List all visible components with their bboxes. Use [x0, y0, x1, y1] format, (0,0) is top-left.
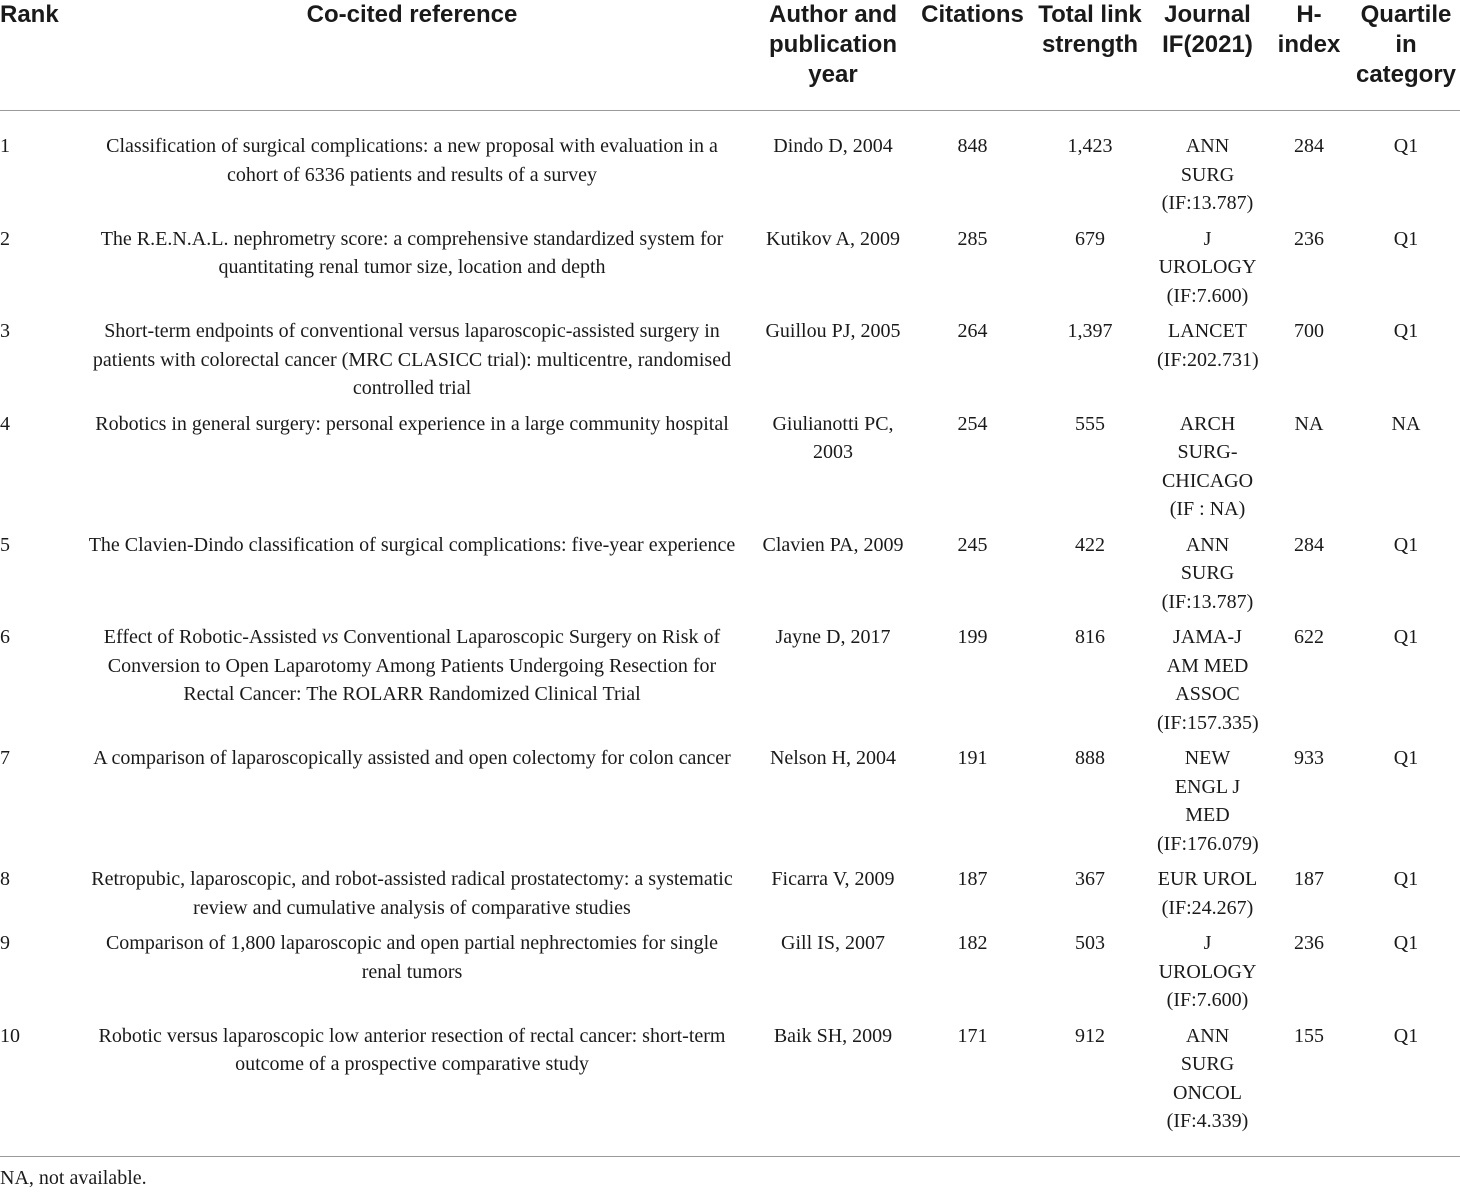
link-strength-cell: 1,423 [1067, 135, 1113, 157]
table-row [0, 111, 1460, 223]
link-strength-cell: 422 [1075, 533, 1105, 556]
table-row [0, 742, 1460, 863]
citations-cell: 285 [957, 227, 988, 250]
h-index-cell: 284 [1294, 135, 1324, 157]
footnote: NA, not available. [0, 1156, 1460, 1191]
link-strength-cell: 679 [1075, 227, 1105, 250]
quartile-cell: Q1 [1393, 227, 1419, 250]
rank-cell: 4 [0, 412, 10, 435]
link-strength-cell: 555 [1075, 412, 1105, 435]
reference-cell: The R.E.N.A.L. nephrometry score: a comprehensive standardized system for quantitating renal tumor size, location and depth [100, 227, 724, 278]
rank-cell: 10 [0, 1024, 20, 1047]
header-rank: Rank [0, 0, 72, 111]
link-strength-cell: 888 [1075, 747, 1105, 769]
quartile-cell: Q1 [1393, 932, 1419, 954]
journal-cell: J UROLOGY (IF:7.600) [1158, 932, 1257, 1011]
h-index-cell: 236 [1294, 932, 1324, 954]
journal-cell: ARCH SURG-CHICAGO (IF : NA) [1161, 412, 1254, 520]
author-cell: Baik SH, 2009 [773, 1024, 893, 1047]
reference-cell: Retropubic, laparoscopic, and robot-assisted radical prostatectomy: a systematic review and cumulative analysis of comparative studies [91, 868, 733, 919]
rank-cell: 6 [0, 626, 10, 648]
citations-cell: 254 [957, 412, 988, 435]
reference-cell [72, 621, 752, 742]
citations-cell: 264 [957, 320, 988, 342]
quartile-cell: Q1 [1393, 1024, 1419, 1047]
author-cell: Nelson H, 2004 [769, 747, 897, 769]
journal-cell: ANN SURG (IF:13.787) [1161, 135, 1254, 214]
citations-cell: 171 [957, 1024, 988, 1047]
journal-cell: J UROLOGY (IF:7.600) [1158, 227, 1257, 307]
reference-text-end: Conventional Laparoscopic Surgery on Risk of Conversion to Open Laparotomy Among Patients Undergoing Resection for Rectal Cancer: The ROLARR Randomized Clinical Trial [107, 626, 721, 705]
rank-cell: 5 [0, 533, 10, 556]
author-cell: Guillou PJ, 2005 [765, 320, 901, 342]
header-row [0, 0, 1460, 111]
link-strength-cell: 1,397 [1067, 320, 1113, 342]
journal-cell: ANN SURG (IF:13.787) [1161, 533, 1254, 613]
citations-cell: 187 [957, 868, 988, 890]
journal-cell: EUR UROL (IF:24.267) [1157, 868, 1258, 919]
reference-cell: Short-term endpoints of conventional versus laparoscopic-assisted surgery in patients with colorectal cancer (MRC CLASICC trial): multicentre, randomised controlled trial [92, 320, 732, 399]
table-row [0, 927, 1460, 1020]
h-index-cell: 933 [1294, 747, 1324, 769]
author-cell: Gill IS, 2007 [781, 932, 885, 954]
table-footer [0, 1156, 1460, 1191]
header-reference: Co-cited reference [72, 0, 752, 111]
quartile-cell: NA [1391, 412, 1421, 435]
rank-cell: 8 [0, 868, 10, 890]
header-h-index: H-index [1266, 0, 1352, 111]
rank-cell: 3 [0, 320, 10, 342]
header-journal: Journal IF(2021) [1149, 0, 1266, 111]
quartile-cell: Q1 [1393, 868, 1419, 890]
table-row [0, 408, 1460, 529]
author-cell: Clavien PA, 2009 [762, 533, 904, 556]
header-quartile: Quartile in category [1352, 0, 1460, 111]
reference-cell: Comparison of 1,800 laparoscopic and open partial nephrectomies for single renal tumors [105, 932, 719, 983]
reference-cell: Classification of surgical complications: a new proposal with evaluation in a cohort of 6336 patients and results of a survey [106, 135, 718, 186]
reference-text-start: Effect of Robotic-Assisted [103, 626, 322, 648]
quartile-cell: Q1 [1393, 533, 1419, 556]
reference-cell: Robotics in general surgery: personal experience in a large community hospital [95, 412, 729, 435]
h-index-cell: 236 [1294, 227, 1324, 250]
author-cell: Giulianotti PC, 2003 [772, 412, 894, 463]
table-row [0, 315, 1460, 408]
h-index-cell: 622 [1294, 626, 1324, 648]
citations-cell: 199 [957, 626, 988, 648]
footnote-row [0, 1156, 1460, 1191]
author-cell: Ficarra V, 2009 [771, 868, 895, 890]
rank-cell: 7 [0, 747, 10, 769]
quartile-cell: Q1 [1393, 747, 1419, 769]
link-strength-cell: 367 [1075, 868, 1105, 890]
reference-cell: Robotic versus laparoscopic low anterior resection of rectal cancer: short-term outcome of a prospective comparative study [98, 1024, 726, 1075]
journal-cell: JAMA-J AM MED ASSOC (IF:157.335) [1157, 626, 1259, 734]
table-body [0, 111, 1460, 1157]
citations-cell: 245 [957, 533, 988, 556]
quartile-cell: Q1 [1393, 135, 1419, 157]
header-citations: Citations [914, 0, 1031, 111]
quartile-cell: Q1 [1393, 320, 1419, 342]
author-cell: Dindo D, 2004 [773, 135, 893, 157]
author-cell: Kutikov A, 2009 [766, 227, 900, 250]
h-index-cell: 284 [1294, 533, 1324, 556]
journal-cell: NEW ENGL J MED (IF:176.079) [1157, 747, 1259, 855]
h-index-cell: 155 [1294, 1024, 1324, 1047]
table-row [0, 1020, 1460, 1157]
citations-cell: 191 [957, 747, 988, 769]
table-row [0, 863, 1460, 927]
link-strength-cell: 816 [1075, 626, 1105, 648]
journal-cell: ANN SURG ONCOL (IF:4.339) [1166, 1024, 1249, 1132]
reference-cell: The Clavien-Dindo classification of surgical complications: five-year experience [88, 533, 736, 556]
h-index-cell: 187 [1294, 868, 1324, 890]
header-author: Author and publication year [752, 0, 914, 111]
table-row [0, 223, 1460, 316]
h-index-cell: NA [1294, 412, 1324, 435]
journal-cell: LANCET (IF:202.731) [1157, 320, 1259, 371]
table-row [0, 529, 1460, 622]
link-strength-cell: 912 [1075, 1024, 1105, 1047]
reference-cell: A comparison of laparoscopically assisted and open colectomy for colon cancer [93, 747, 731, 769]
reference-text-vs: vs [321, 626, 339, 648]
h-index-cell: 700 [1294, 320, 1324, 342]
header-link-strength: Total link strength [1031, 0, 1149, 111]
quartile-cell: Q1 [1393, 626, 1419, 648]
link-strength-cell: 503 [1075, 932, 1105, 954]
rank-cell: 9 [0, 932, 10, 954]
citations-cell: 182 [957, 932, 988, 954]
rank-cell: 1 [0, 135, 10, 157]
table-header [0, 0, 1460, 111]
rank-cell: 2 [0, 227, 10, 250]
author-cell: Jayne D, 2017 [775, 626, 891, 648]
table-row [0, 621, 1460, 742]
citations-cell: 848 [957, 135, 988, 157]
